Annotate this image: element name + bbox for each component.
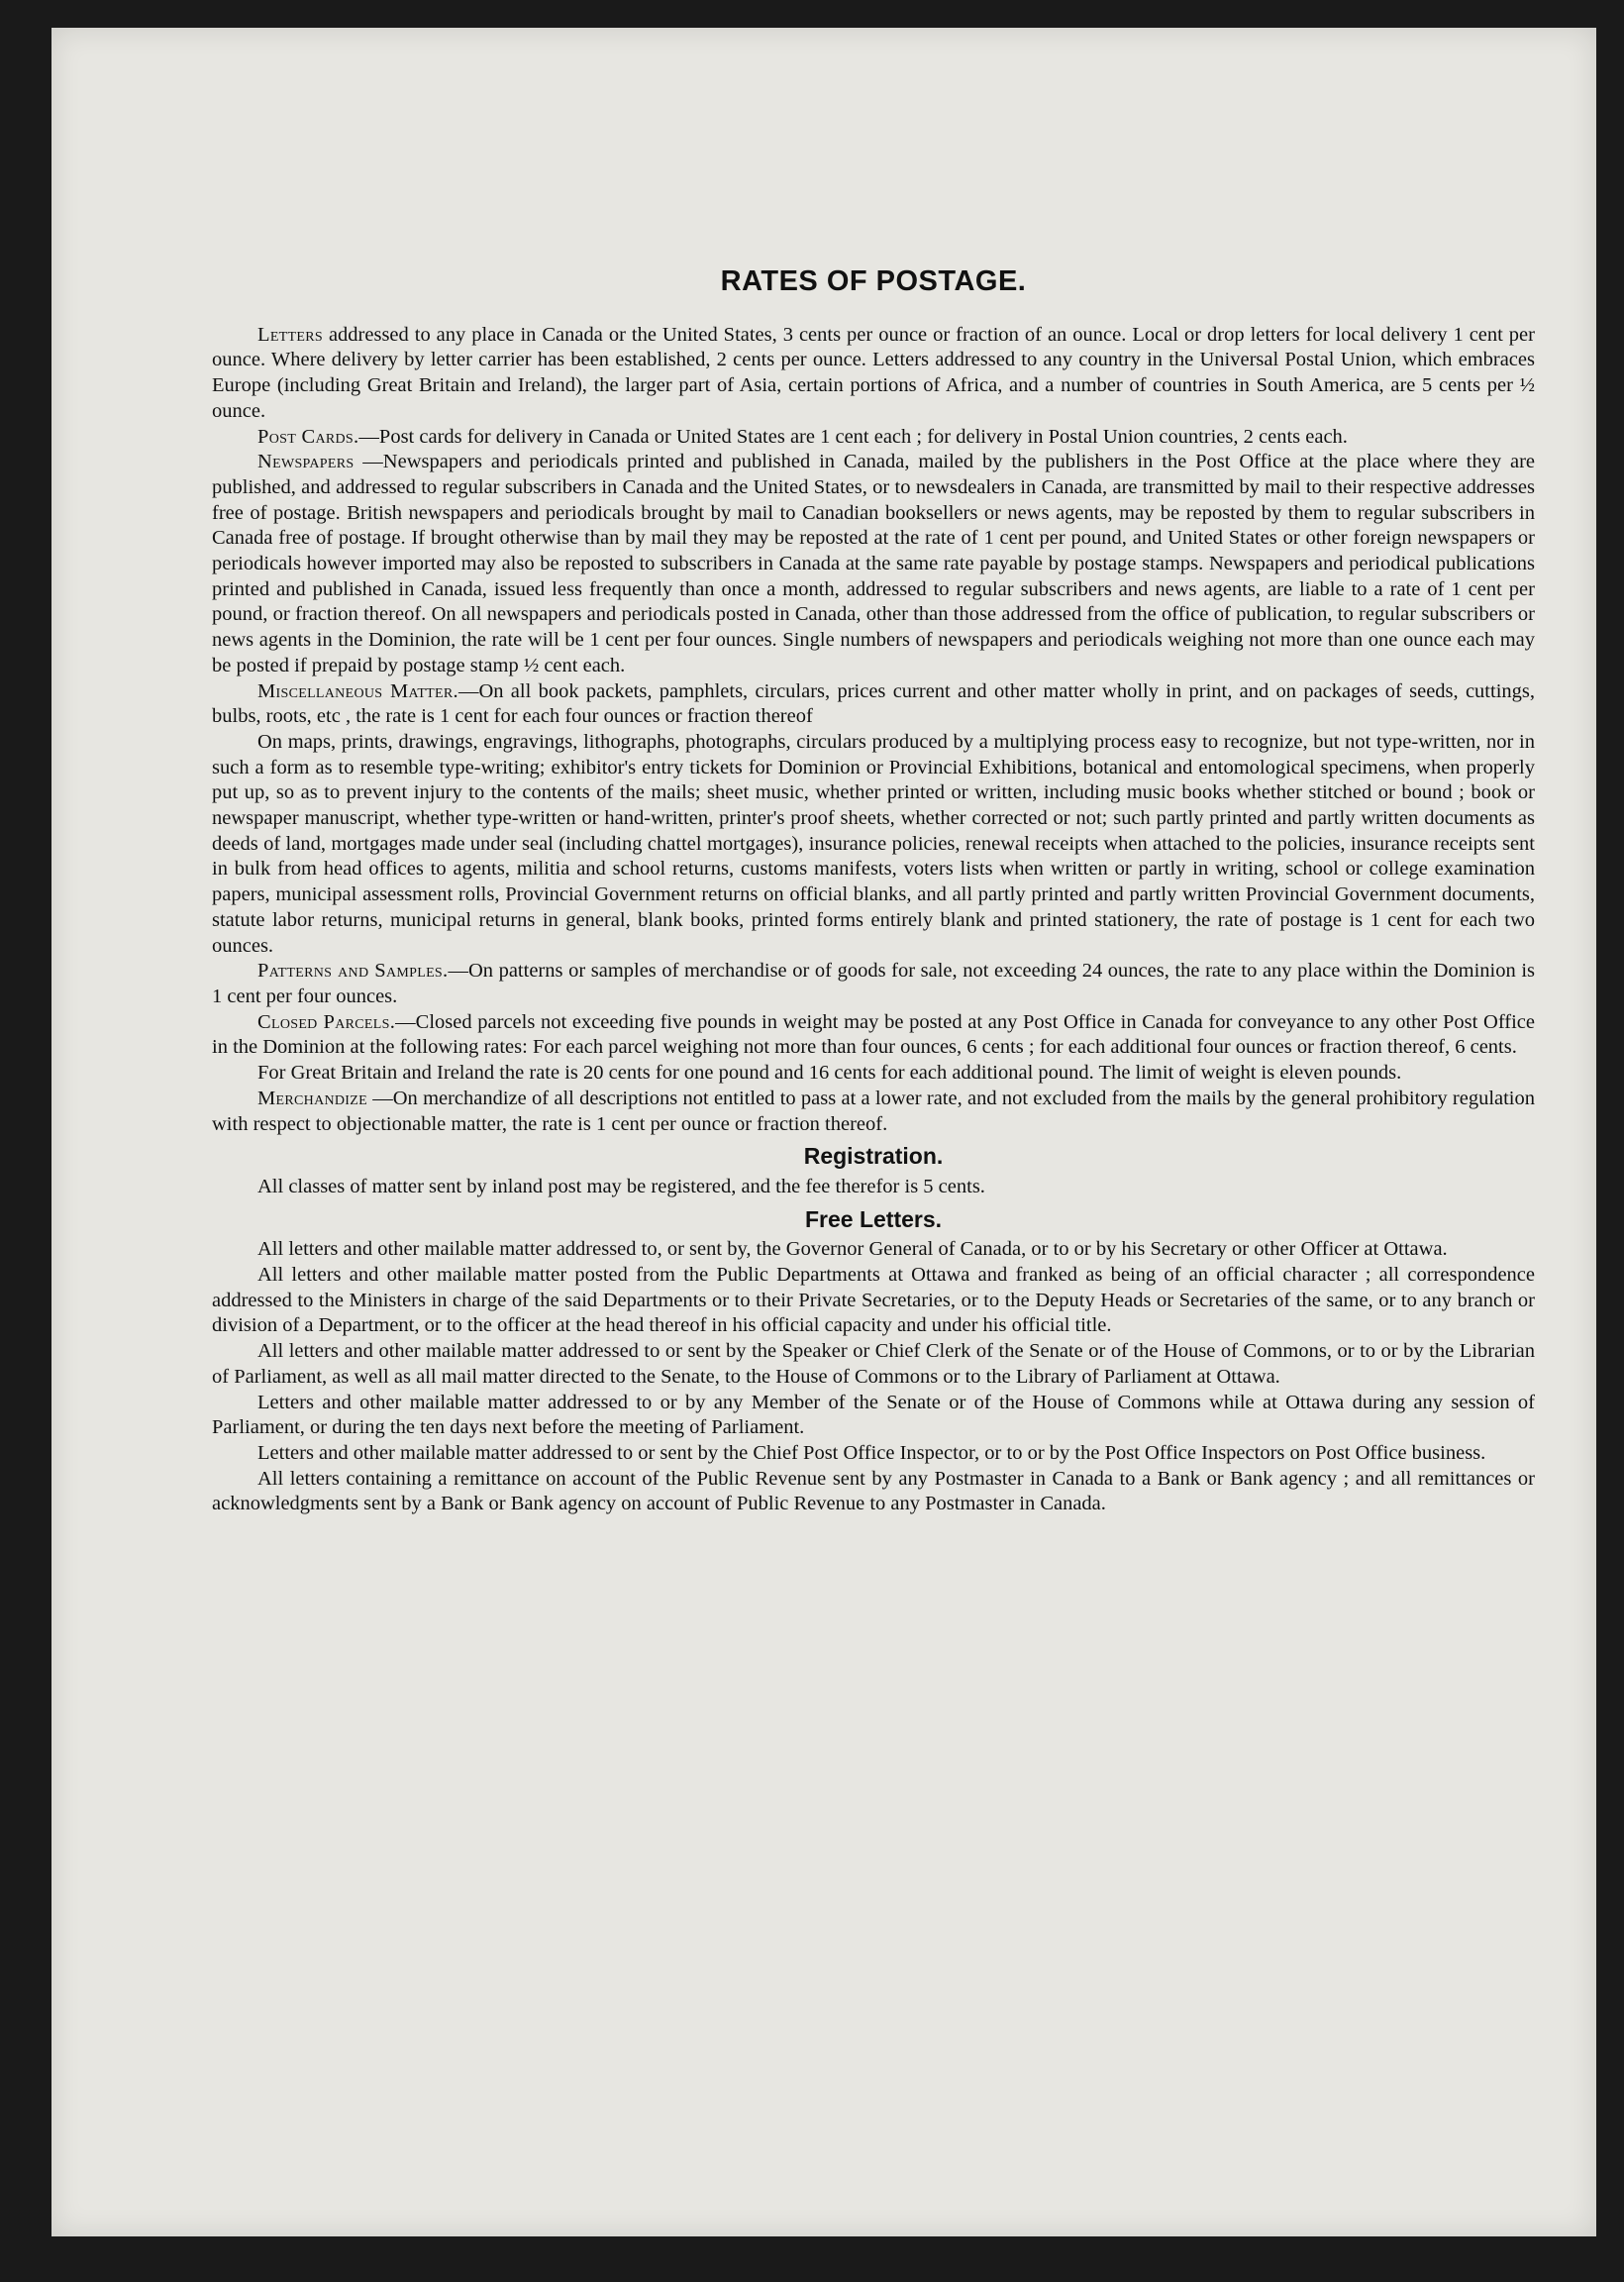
page-content	[212, 265, 1535, 1517]
free-letters-paragraph-1: All letters and other mailable matter addressed to, or sent by, the Governor General of Canada, or to or by his Secretary or other Officer at Ottawa.	[257, 1238, 1448, 1261]
postcards-paragraph	[212, 425, 1535, 451]
free-letters-paragraph-2: All letters and other mailable matter posted from the Public Departments at Ottawa and franked as being of an official character ; all correspondence addressed to the Ministers in charge of the said Departments or to their Private Secretaries, or to the Deputy Heads or Secretaries of the same, or to any branch or division of a Department, or to the officer at the head thereof in his official capacity and under his official title.	[212, 1264, 1535, 1337]
registration-heading: Registration.	[803, 1143, 944, 1170]
newspapers-text: —Newspapers and periodicals printed and published in Canada, mailed by the publishers in the Post Office at the place where they are published, and addressed to regular subscribers in Canada and the United States, or to newsdealers in Canada, are transmitted by mail to their respective addresses free of postage. British newspapers and periodicals brought by mail to Canadian booksellers or news agents, may be reposted by them to regular subscribers in Canada free of postage. If brought otherwise than by mail they may be reposted at the rate of 1 cent per pound, and United States or other foreign newspapers or periodicals however imported may also be reposted to subscribers in Canada at the same rate payable by postage stamps. Newspapers and periodical publications printed and published in Canada, issued less frequently than once a month, addressed to regular subscribers and news agents, are liable to a rate of 1 cent per pound, or fraction thereof. On all newspapers and periodicals posted in Canada, other than those addressed from the office of publication, to regular subscribers or news agents in the Dominion, the rate will be 1 cent per four ounces. Single numbers of newspapers and periodicals weighing not more than one ounce each may be posted if prepaid by postage stamp ½ cent each.	[212, 451, 1535, 676]
letters-paragraph	[212, 323, 1535, 425]
merchandize-paragraph	[212, 1087, 1535, 1137]
misc-heading: Miscellaneous Matter.	[257, 679, 458, 702]
letters-text: addressed to any place in Canada or the United States, 3 cents per ounce or fraction of an ounce. Local or drop letters for local delivery 1 cent per ounce. Where delivery by letter carrier has been established, 2 cents per ounce. Letters addressed to any country in the Universal Postal Union, which embraces Europe (including Great Britain and Ireland), the larger part of Asia, certain portions of Africa, and a number of countries in South America, are 5 cents per ½ ounce.	[212, 323, 1535, 422]
page-title: RATES OF POSTAGE.	[720, 265, 1027, 297]
parcels-heading: Closed Parcels.	[257, 1010, 396, 1033]
postcards-text: —Post cards for delivery in Canada or United States are 1 cent each ; for delivery in Postal Union countries, 2 cents each.	[358, 425, 1348, 448]
misc-paragraph	[212, 679, 1535, 730]
free-letters-paragraph-4: Letters and other mailable matter addressed to or by any Member of the Senate or of the House of Commons while at Ottawa during any session of Parliament, or during the ten days next before the meeting of Parliament.	[212, 1391, 1535, 1439]
parcels-text: —Closed parcels not exceeding five pounds in weight may be posted at any Post Office in Canada for conveyance to any other Post Office in the Dominion at the following rates: For each parcel weighing not more than four ounces, 6 cents ; for each additional four ounces or fraction thereof, 6 cents.	[212, 1010, 1535, 1059]
maps-paragraph: On maps, prints, drawings, engravings, lithographs, photographs, circulars produced by a multiplying process easy to recognize, but not type-written, nor in such a form as to resemble type-writing; exhibitor's entry tickets for Dominion or Provincial Exhibitions, botanical and entomological specimens, when properly put up, so as to prevent injury to the contents of the mails; sheet music, whether printed or written, including music books whether stitched or bound ; book or newspaper manuscript, whether type-written or hand-written, printer's proof sheets, whether corrected or not; such partly printed and partly written documents as deeds of land, mortgages made under seal (including chattel mortgages), insurance policies, renewal receipts when attached to the policies, insurance receipts sent in bulk from head offices to agents, militia and school returns, customs manifests, voters lists when written or partly in writing, school or college examination papers, municipal assessment rolls, Provincial Government returns on official blanks, and all partly printed and partly written Provincial Government documents, statute labor returns, municipal returns in general, blank books, printed forms entirely blank and printed stationery, the rate of postage is 1 cent for each two ounces.	[212, 730, 1535, 957]
registration-paragraph: All classes of matter sent by inland post may be registered, and the fee therefor is 5 cents.	[257, 1175, 985, 1197]
free-letters-heading: Free Letters.	[804, 1205, 943, 1232]
free-letters-paragraph-6: All letters containing a remittance on account of the Public Revenue sent by any Postmaster in Canada to a Bank or Bank agency ; and all remittances or acknowledgments sent by a Bank or Bank agency on account of Public Revenue to any Postmaster in Canada.	[212, 1467, 1535, 1515]
patterns-heading: Patterns and Samples.	[257, 960, 449, 983]
patterns-paragraph	[212, 959, 1535, 1009]
newspapers-paragraph	[212, 450, 1535, 678]
merchandize-text: —On merchandize of all descriptions not entitled to pass at a lower rate, and not excluded from the mails by the general prohibitory regulation with respect to objectionable matter, the rate is 1 cent per ounce or fraction thereof.	[212, 1087, 1535, 1135]
parcels-paragraph	[212, 1010, 1535, 1061]
free-letters-paragraph-5: Letters and other mailable matter addressed to or sent by the Chief Post Office Inspector, or to or by the Post Office Inspectors on Post Office business.	[257, 1441, 1486, 1464]
free-letters-paragraph-3: All letters and other mailable matter addressed to or sent by the Speaker or Chief Clerk of the Senate or of the House of Commons, or to or by the Librarian of Parliament, as well as all mail matter directed to the Senate, to the House of Commons or to the Library of Parliament at Ottawa.	[212, 1340, 1535, 1388]
newspapers-heading: Newspapers	[257, 451, 355, 473]
document-page	[51, 28, 1596, 2236]
patterns-text: —On patterns or samples of merchandise or of goods for sale, not exceeding 24 ounces, the rate to any place within the Dominion is 1 cent per four ounces.	[212, 960, 1535, 1007]
postcards-heading: Post Cards.	[257, 425, 359, 448]
great-britain-paragraph: For Great Britain and Ireland the rate is 20 cents for one pound and 16 cents for each additional pound. The limit of weight is eleven pounds.	[257, 1062, 1402, 1085]
merchandize-heading: Merchandize	[257, 1087, 367, 1109]
misc-text: —On all book packets, pamphlets, circulars, prices current and other matter wholly in print, and on packages of seeds, cuttings, bulbs, roots, etc , the rate is 1 cent for each four ounces or fraction thereof	[212, 679, 1535, 728]
letters-heading: Letters	[257, 323, 323, 346]
